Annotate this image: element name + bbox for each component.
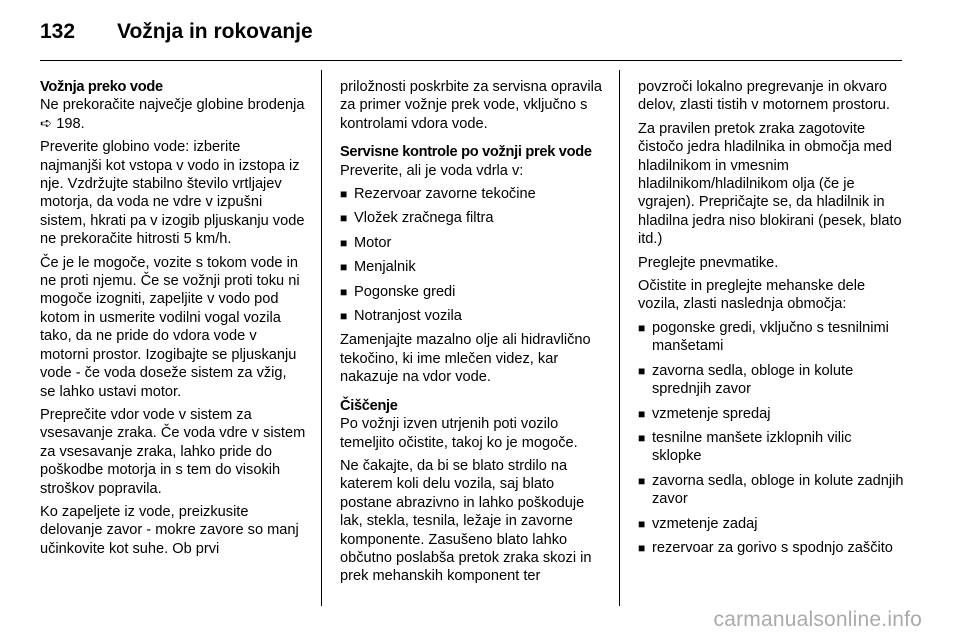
page-header <box>40 20 920 44</box>
list-item: ■ Pogonske gredi <box>340 283 456 300</box>
bullet-icon: ■ <box>340 284 348 299</box>
bullet-icon: ■ <box>638 540 646 555</box>
list-item: ■ zavorna sedla, obloge in kolute zadnjih zavor <box>638 472 904 508</box>
paragraph: Za pravilen pretok zraka zagotovite čistočo jedra hladilnika in območja med hladilnikom in vmesnim hladilnikom/hladilnikom olja (če je vgrajen). Prepričajte se, da hladilnik in hladilna jedra niso blokirani (pesek, blato itd.) <box>638 120 902 248</box>
bullet-icon: ■ <box>340 187 348 202</box>
paragraph: povzroči lokalno pregrevanje in okvaro delov, zlasti tistih v motornem prostoru. <box>638 79 890 114</box>
check-list <box>340 185 606 325</box>
bullet-icon: ■ <box>340 235 348 250</box>
bullet-icon: ■ <box>638 473 646 488</box>
page-number: 132 <box>40 20 76 43</box>
chapter-title: Vožnja in rokovanje <box>117 20 313 43</box>
section-heading: Čiščenje <box>340 397 398 414</box>
paragraph: Če je le mogoče, vozite s tokom vode in ne proti njemu. Če se vožnji proti toku ni mogoče izogniti, zapeljite v vodo pod kotom in usmerite vodilni vogal vozila tako, da ne pride do vdora vode v motorni prostor. Izogibajte se pljuskanju vode - če voda doseže sistem za vžig, se lahko ustavi motor. <box>40 254 300 400</box>
list-item: ■ vzmetenje zadaj <box>638 515 758 532</box>
area-list <box>638 319 904 557</box>
paragraph: Ne čakajte, da bi se blato strdilo na katerem koli delu vozila, saj blato postane abrazivno in lahko poškoduje lak, stekla, tesnila, ležaje in zavorne komponente. Zasušeno blato lahko občutno poslabša pretok zraka skozi in prek mehanskih komponent ter <box>340 457 592 585</box>
list-item: ■ vzmetenje spredaj <box>638 405 771 422</box>
bullet-icon: ■ <box>340 260 348 275</box>
bullet-icon: ■ <box>340 211 348 226</box>
list-item: ■ tesnilne manšete izklopnih vilic sklopke <box>638 429 852 465</box>
bullet-icon: ■ <box>638 320 646 335</box>
column-3 <box>638 78 904 563</box>
bullet-icon: ■ <box>638 516 646 531</box>
column-divider <box>321 70 322 606</box>
paragraph: Ne prekoračite največje globine brodenja ➪ 198. <box>40 97 305 132</box>
paragraph: Preprečite vdor vode v sistem za vsesavanje zraka. Če voda vdre v sistem za vsesavanje zraka, lahko pride do poškodbe motorja in s tem do visokih stroškov popravila. <box>40 406 306 497</box>
list-item: ■ Menjalnik <box>340 259 416 276</box>
list-item: ■ Motor <box>340 234 392 251</box>
paragraph: Zamenjajte mazalno olje ali hidravlično tekočino, ki ime mlečen videz, kar nakazuje na vdor vode. <box>340 332 591 386</box>
list-item: ■ zavorna sedla, obloge in kolute sprednjih zavor <box>638 362 854 398</box>
site-watermark: carmanualsonline.info <box>713 608 922 631</box>
bullet-icon: ■ <box>638 430 646 445</box>
list-item: ■ pogonske gredi, vključno s tesnilnimi manšetami <box>638 319 889 355</box>
list-item: ■ Vložek zračnega filtra <box>340 210 494 227</box>
paragraph: priložnosti poskrbite za servisna opravila za primer vožnje prek vode, vključno s kontrolami vdora vode. <box>340 79 602 132</box>
bullet-icon: ■ <box>638 363 646 378</box>
bullet-icon: ■ <box>340 309 348 324</box>
list-item: ■ Notranjost vozila <box>340 308 462 325</box>
paragraph: Preglejte pnevmatike. <box>638 254 779 271</box>
bullet-icon: ■ <box>638 406 646 421</box>
column-divider <box>619 70 620 606</box>
column-2 <box>340 78 606 591</box>
paragraph: Očistite in preglejte mehanske dele vozila, zlasti naslednja območja: <box>638 278 866 313</box>
header-rule <box>40 60 902 61</box>
list-item: ■ Rezervoar zavorne tekočine <box>340 186 536 203</box>
paragraph: Preverite globino vode: izberite najmanjši kot vstopa v vodo in izstopa iz nje. Vzdržujte stabilno število vrtljajev motorja, da voda ne vdre v izpušni sistem, hkrati pa v izogib pljuskanju vode ne prekoračite hitrosti 5 km/h. <box>40 139 305 248</box>
section-heading: Vožnja preko vode <box>40 79 163 95</box>
section-heading: Servisne kontrole po vožnji prek vode <box>340 144 592 161</box>
paragraph: Po vožnji izven utrjenih poti vozilo temeljito očistite, takoj ko je mogoče. <box>340 416 578 451</box>
list-item: ■ rezervoar za gorivo s spodnjo zaščito <box>638 539 893 556</box>
paragraph: Ko zapeljete iz vode, preizkusite delovanje zavor - mokre zavore so manj učinkovite kot suhe. Ob prvi <box>40 503 299 557</box>
column-1 <box>40 78 306 563</box>
paragraph: Preverite, ali je voda vdrla v: <box>340 162 524 179</box>
